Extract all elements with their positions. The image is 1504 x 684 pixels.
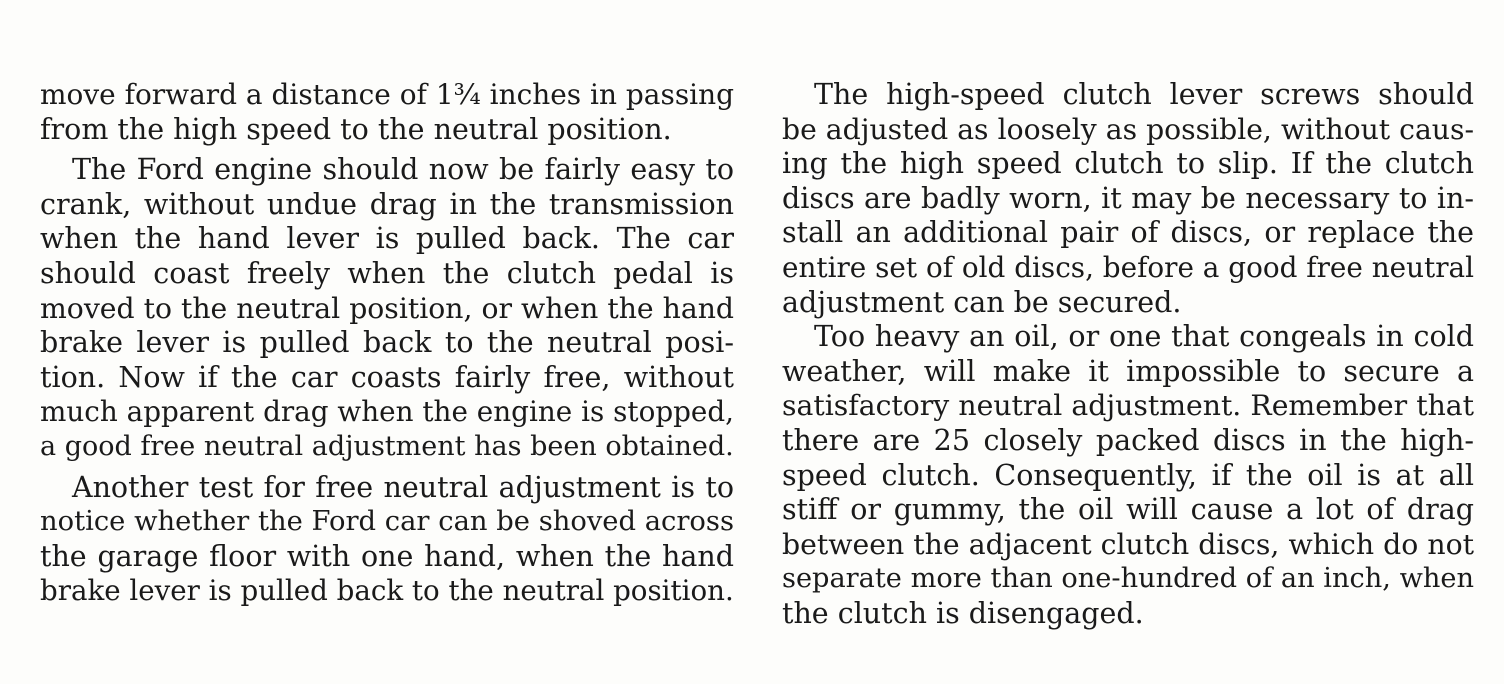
text-line: brake lever is pulled back to the neutral posi-: [40, 326, 734, 360]
text-line: discs are badly worn, it may be necessary to in-: [782, 181, 1474, 215]
text-line: weather, will make it impossible to secure a: [782, 354, 1474, 388]
text-line: speed clutch. Consequently, if the oil is at all: [782, 458, 1474, 492]
text-line: satisfactory neutral adjustment. Remember that: [782, 389, 1474, 423]
text-line: when the hand lever is pulled back. The car: [40, 222, 734, 256]
text-line: Too heavy an oil, or one that congeals in cold: [814, 320, 1474, 354]
text-line: tion. Now if the car coasts fairly free, without: [40, 360, 734, 394]
text-line: should coast freely when the clutch pedal is: [40, 256, 734, 290]
text-line: Another test for free neutral adjustment is to: [72, 470, 734, 504]
text-line: The high-speed clutch lever screws should: [814, 78, 1474, 111]
text-line: be adjusted as loosely as possible, without caus-: [782, 112, 1474, 146]
paragraph: [782, 78, 1474, 320]
text-line: ing the high speed clutch to slip. If the clutch: [782, 147, 1474, 181]
paragraph: [40, 471, 734, 609]
text-line: moved to the neutral position, or when the hand: [40, 291, 734, 325]
text-line: The Ford engine should now be fairly easy to: [72, 153, 734, 187]
text-line: the clutch is disengaged.: [782, 596, 1144, 630]
text-line: a good free neutral adjustment has been obtained.: [40, 430, 734, 462]
text-line: separate more than one-hundred of an inch, when: [782, 563, 1474, 595]
right-column: [782, 78, 1474, 632]
text-line: much apparent drag when the engine is stopped,: [40, 395, 734, 429]
text-line: there are 25 closely packed discs in the high-: [782, 423, 1474, 457]
text-line: move forward a distance of 1¾ inches in passing: [40, 78, 734, 111]
text-line: entire set of old discs, before a good free neutral: [782, 250, 1474, 284]
text-line: stall an additional pair of discs, or replace the: [782, 216, 1474, 250]
text-line: between the adjacent clutch discs, which do not: [782, 527, 1474, 561]
paragraph: [782, 320, 1474, 631]
text-line: adjustment can be secured.: [782, 285, 1182, 319]
paragraph: [40, 153, 734, 464]
text-line: stiff or gummy, the oil will cause a lot of drag: [782, 493, 1474, 527]
left-column: [40, 78, 734, 609]
text-line: notice whether the Ford car can be shoved across: [40, 506, 734, 538]
text-line: crank, without undue drag in the transmission: [40, 187, 734, 221]
paragraph: [40, 78, 734, 147]
text-line: from the high speed to the neutral position.: [40, 112, 672, 146]
text-line: the garage floor with one hand, when the hand: [40, 539, 734, 573]
text-line: brake lever is pulled back to the neutral position.: [40, 574, 734, 608]
